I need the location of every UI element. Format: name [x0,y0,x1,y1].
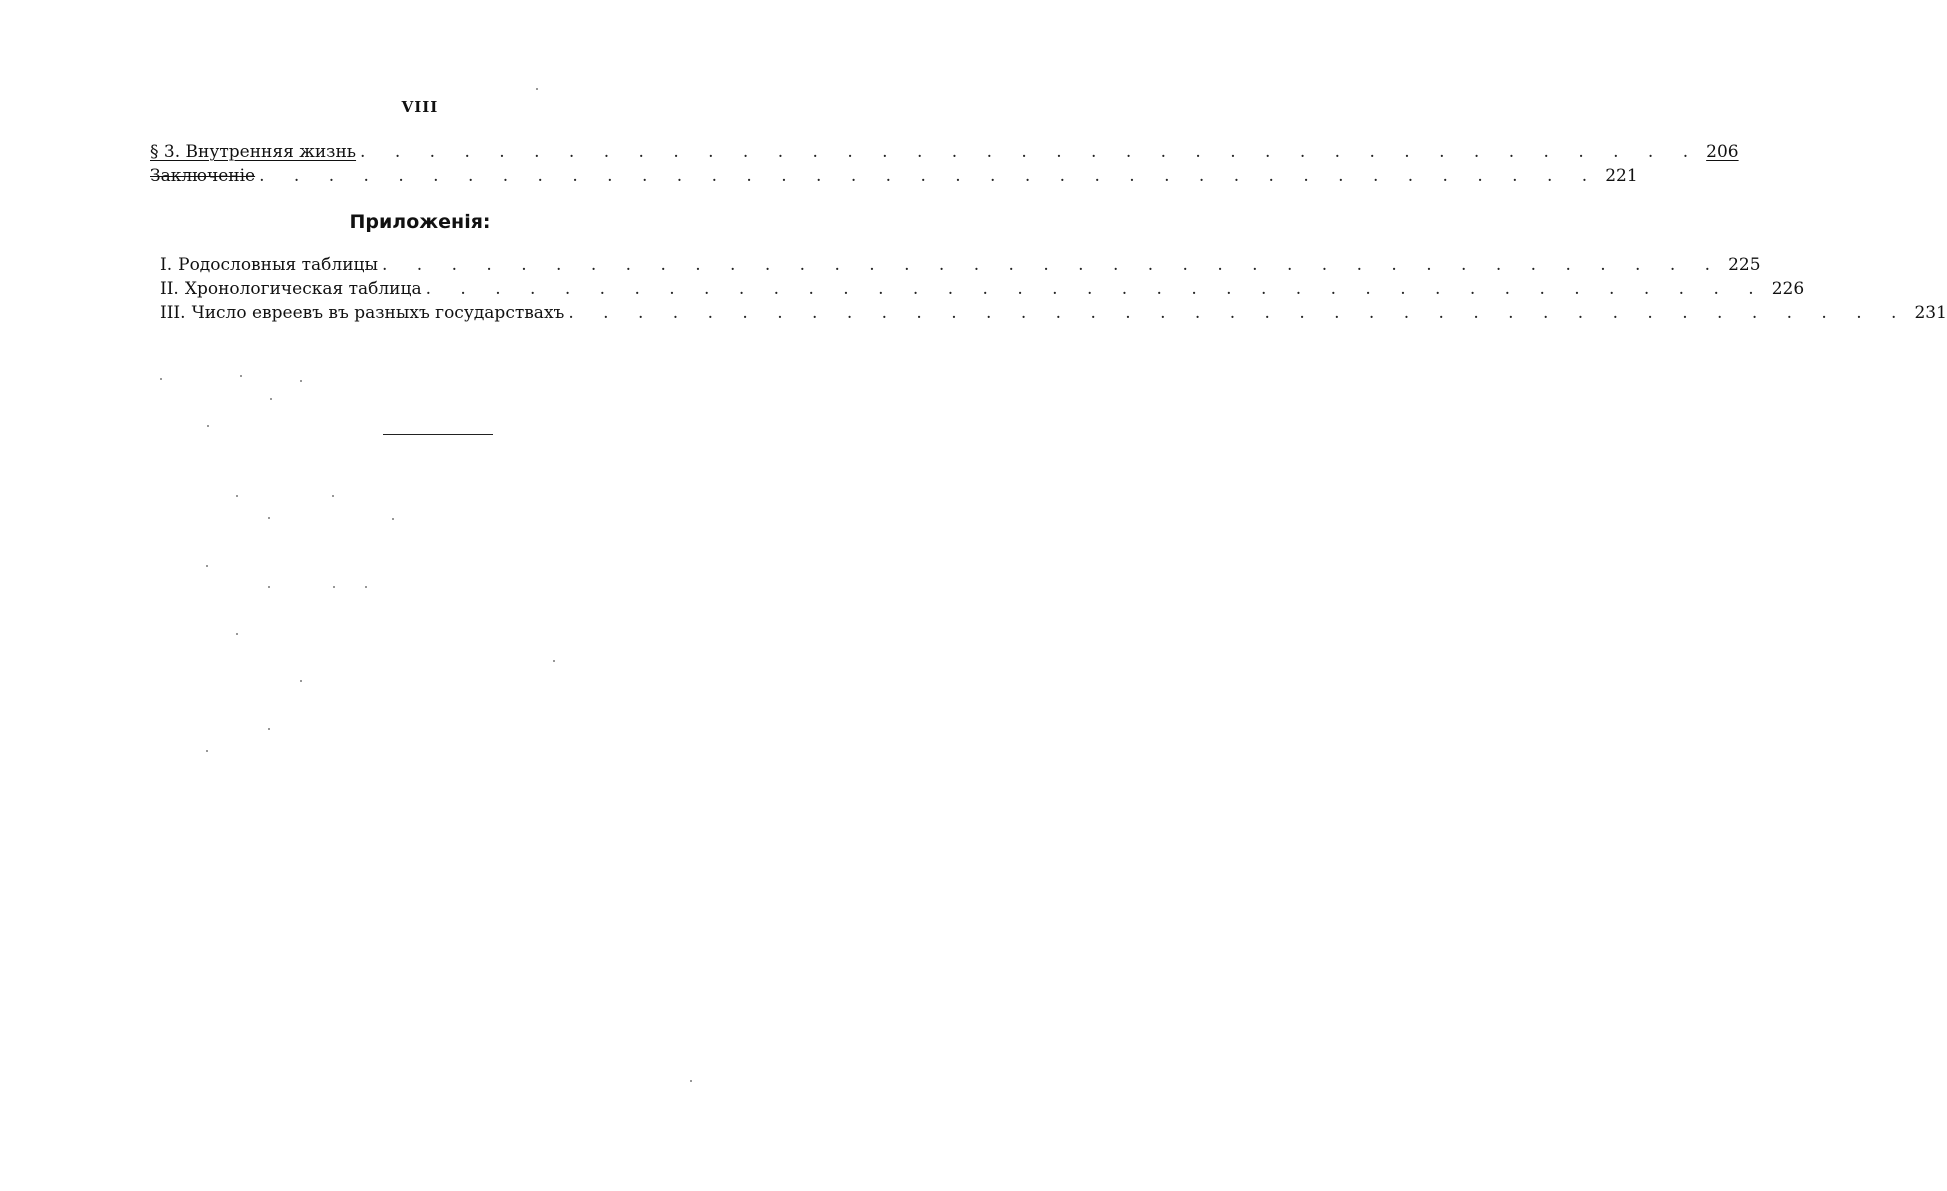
appendix-entry-label: Число евреевъ въ разныхъ государствахъ [192,303,569,323]
dot-leader: . . . . . . . . . . . . . . . . . . . . . . . . . . . . . . . . . . . . . . . [360,142,1701,162]
appendix-entry[interactable] [160,255,1761,279]
dot-leader: . . . . . . . . . . . . . . . . . . . . . . . . . . . . . . . . . . . . . . . [381,255,1723,275]
appendix-entry-page: 231 [1908,303,1946,323]
appendix-entry[interactable] [160,279,1805,303]
toc-entry-label: § 3. Внутренняя жизнь [150,142,360,162]
toc-entry-page: 221 [1599,166,1637,186]
scan-speck [206,750,208,752]
scan-speck [553,660,555,662]
closing-rule [383,434,493,435]
scan-speck [268,517,270,519]
appendix-entry-number: III. [160,303,186,323]
page-number: VIII [401,98,439,116]
scan-speck [268,586,270,588]
toc-appendix-section [160,255,1947,327]
scan-speck [333,586,335,588]
dot-leader: . . . . . . . . . . . . . . . . . . . . . . . . . . . . . . . . . . . . . . . [568,303,1909,323]
scan-speck [236,495,238,497]
scan-speck [300,680,302,682]
toc-main-section [150,142,1739,190]
scan-speck [206,565,208,567]
appendix-entry-label: Хронологическая таблица [185,279,426,299]
appendix-entry-number: II. [160,279,179,299]
appendix-entry-number: I. [160,255,173,275]
scan-speck [365,586,367,588]
appendix-entry-label: Родословныя таблицы [178,255,382,275]
toc-entry-label: Заключеніе [150,166,259,186]
scan-speck [690,1080,692,1082]
toc-entry[interactable] [150,166,1638,190]
dot-leader: . . . . . . . . . . . . . . . . . . . . . . . . . . . . . . . . . . . . . . . [259,166,1600,186]
scan-speck [236,633,238,635]
scan-speck [300,380,302,382]
appendix-entry-page: 225 [1722,255,1760,275]
scan-speck [270,398,272,400]
scan-speck [240,375,242,377]
toc-entry[interactable] [150,142,1739,166]
scan-speck [160,378,162,380]
scan-speck [332,495,334,497]
scan-speck [268,728,270,730]
toc-entry-page: 206 [1700,142,1738,162]
appendix-entry[interactable] [160,303,1947,327]
appendix-entry-page: 226 [1766,279,1804,299]
scan-speck [392,518,394,520]
dot-leader: . . . . . . . . . . . . . . . . . . . . . . . . . . . . . . . . . . . . . . . [425,279,1766,299]
scan-speck [207,425,209,427]
appendix-heading: Приложенія: [349,211,491,233]
scan-speck [536,88,538,90]
